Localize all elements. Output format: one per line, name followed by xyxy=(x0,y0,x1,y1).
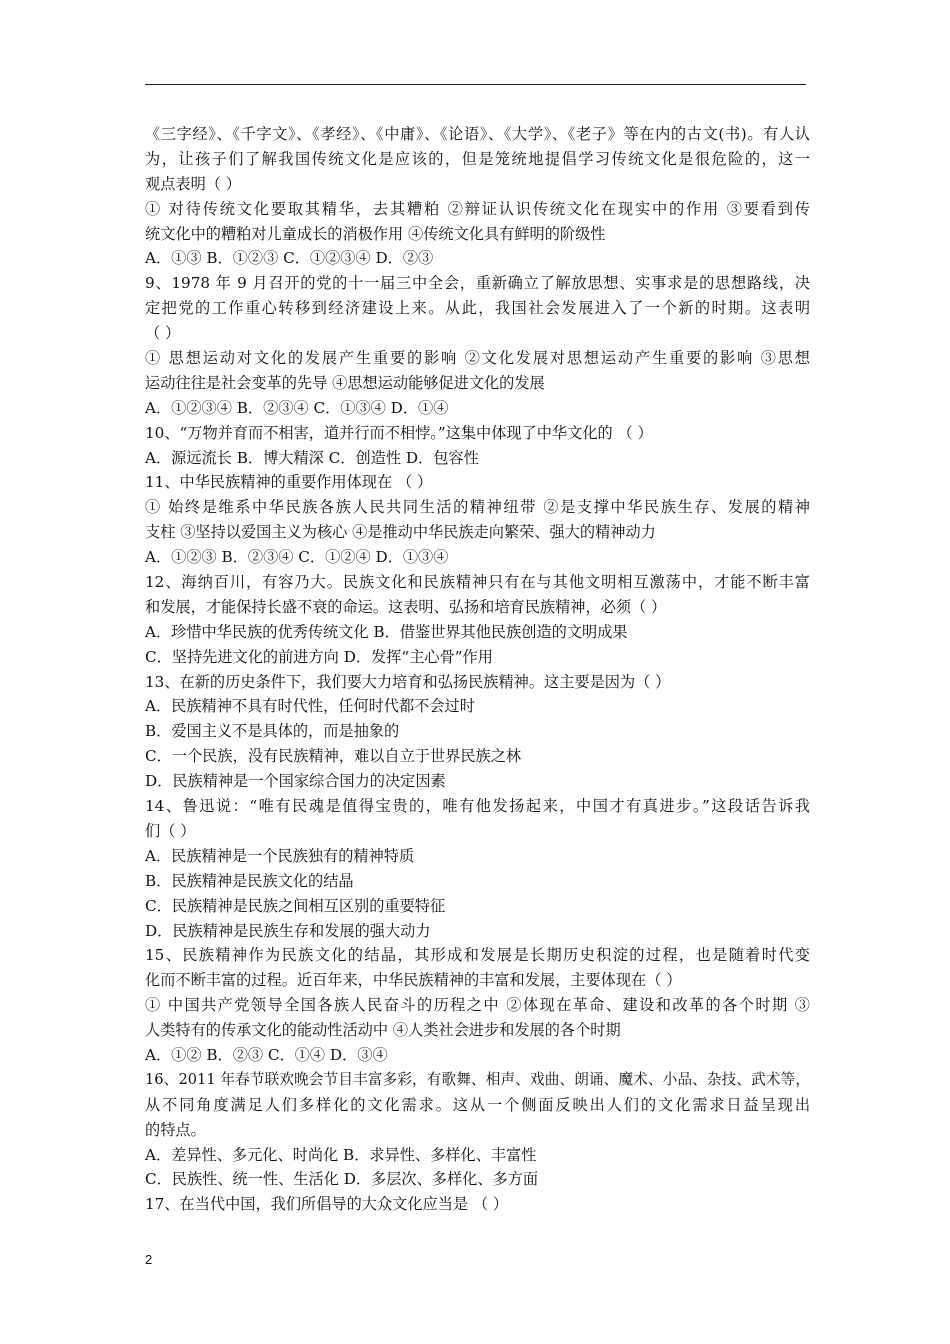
answer-option: A．差异性、多元化、时尚化 B．求异性、多样化、丰富性 xyxy=(145,1145,537,1164)
question-9: 9、1978 年 9 月召开的党的十一届三中全会，重新确立了解放思想、实事求是的思想路线，决 xyxy=(145,274,810,293)
question-16: 16、2011 年春节联欢晚会节目丰富多彩，有歌舞、相声、戏曲、朗诵、魔术、小品、杂技、武术等， xyxy=(145,1070,810,1088)
text-line: 观点表明（ ） xyxy=(145,174,241,193)
answer-options: A．①③ B．①②③ C．①②③④ D．②③ xyxy=(145,249,434,268)
header-rule xyxy=(145,84,806,85)
text-line: 人类特有的传承文化的能动性活动中 ④人类社会进步和发展的各个时期 xyxy=(145,1021,621,1040)
answer-option: B．民族精神是民族文化的结晶 xyxy=(145,871,354,890)
text-line: 从不同角度满足人们多样化的文化需求。这从一个侧面反映出人们的文化需求日益呈现出 xyxy=(145,1095,810,1114)
document-body xyxy=(145,122,810,1217)
question-17: 17、在当代中国，我们所倡导的大众文化应当是 （ ） xyxy=(145,1195,509,1214)
text-line: 化而不断丰富的过程。近百年来，中华民族精神的丰富和发展，主要体现在（ ） xyxy=(145,971,682,990)
answer-options: A．①② B．②③ C．①④ D．③④ xyxy=(145,1045,388,1064)
text-line: 运动往往是社会变革的先导 ④思想运动能够促进文化的发展 xyxy=(145,373,545,392)
question-14: 14、鲁迅说：“唯有民魂是值得宝贵的，唯有他发扬起来，中国才有真进步。”这段话告诉我 xyxy=(145,797,810,816)
answer-option: A．民族精神不具有时代性，任何时代都不会过时 xyxy=(145,697,475,716)
question-10: 10、“万物并育而不相害，道并行而不相悖。”这集中体现了中华文化的 （ ） xyxy=(145,423,653,442)
text-line: 的特点。 xyxy=(145,1120,206,1139)
answer-option: B．爱国主义不是具体的，而是抽象的 xyxy=(145,722,400,741)
answer-options: A．源远流长 B．博大精深 C．创造性 D．包容性 xyxy=(145,448,479,467)
question-12: 12、海纳百川，有容乃大。民族文化和民族精神只有在与其他文明相互激荡中，才能不断丰富 xyxy=(145,573,810,592)
question-15: 15、民族精神作为民族文化的结晶，其形成和发展是长期历史积淀的过程，也是随着时代变 xyxy=(145,946,810,965)
question-13: 13、在新的历史条件下，我们要大力培育和弘扬民族精神。这主要是因为（ ） xyxy=(145,672,671,691)
answer-options: A．①②③④ B．②③④ C．①③④ D．①④ xyxy=(145,398,449,417)
answer-option: D．民族精神是民族生存和发展的强大动力 xyxy=(145,921,431,940)
answer-options: A．①②③ B．②③④ C．①②④ D．①③④ xyxy=(145,548,449,567)
answer-option: C．民族性、统一性、生活化 D．多层次、多样化、多方面 xyxy=(145,1170,539,1189)
text-line: 《三字经》、《千字文》、《孝经》、《中庸》、《论语》、《大学》、《老子》等在内的古文(书)。有人认 xyxy=(145,125,810,143)
text-line: ① 思想运动对文化的发展产生重要的影响 ②文化发展对思想运动产生重要的影响 ③思想 xyxy=(145,349,810,368)
text-line: 和发展，才能保持长盛不衰的命运。这表明、弘扬和培育民族精神，必须（ ） xyxy=(145,597,667,616)
text-line: 统文化中的糟粕对儿童成长的消极作用 ④传统文化具有鲜明的阶级性 xyxy=(145,224,606,243)
text-line: （ ） xyxy=(145,324,181,343)
text-line: 定把党的工作重心转移到经济建设上来。从此，我国社会发展进入了一个新的时期。这表明 xyxy=(145,299,810,318)
text-line: 支柱 ③坚持以爱国主义为核心 ④是推动中华民族走向繁荣、强大的精神动力 xyxy=(145,523,656,542)
answer-option: A．民族精神是一个民族独有的精神特质 xyxy=(145,846,415,865)
answer-option: A．珍惜中华民族的优秀传统文化 B．借鉴世界其他民族创造的文明成果 xyxy=(145,622,628,641)
page-number: 2 xyxy=(145,1252,153,1267)
answer-option: C．坚持先进文化的前进方向 D．发挥“主心骨”作用 xyxy=(145,647,493,666)
text-line: 为，让孩子们了解我国传统文化是应该的，但是笼统地提倡学习传统文化是很危险的，这一 xyxy=(145,149,810,168)
text-line: ① 中国共产党领导全国各族人民奋斗的历程之中 ②体现在革命、建设和改革的各个时期 ③ xyxy=(145,996,810,1015)
text-line: 们（ ） xyxy=(145,821,196,840)
text-line: ① 对待传统文化要取其精华，去其糟粕 ②辩证认识传统文化在现实中的作用 ③要看到传 xyxy=(145,199,810,218)
text-line: ① 始终是维系中华民族各族人民共同生活的精神纽带 ②是支撑中华民族生存、发展的精神 xyxy=(145,498,810,517)
question-11: 11、中华民族精神的重要作用体现在 （ ） xyxy=(145,473,433,492)
answer-option: C．民族精神是民族之间相互区别的重要特征 xyxy=(145,896,446,915)
answer-option: D．民族精神是一个国家综合国力的决定因素 xyxy=(145,772,446,791)
answer-option: C．一个民族，没有民族精神，难以自立于世界民族之林 xyxy=(145,747,522,766)
